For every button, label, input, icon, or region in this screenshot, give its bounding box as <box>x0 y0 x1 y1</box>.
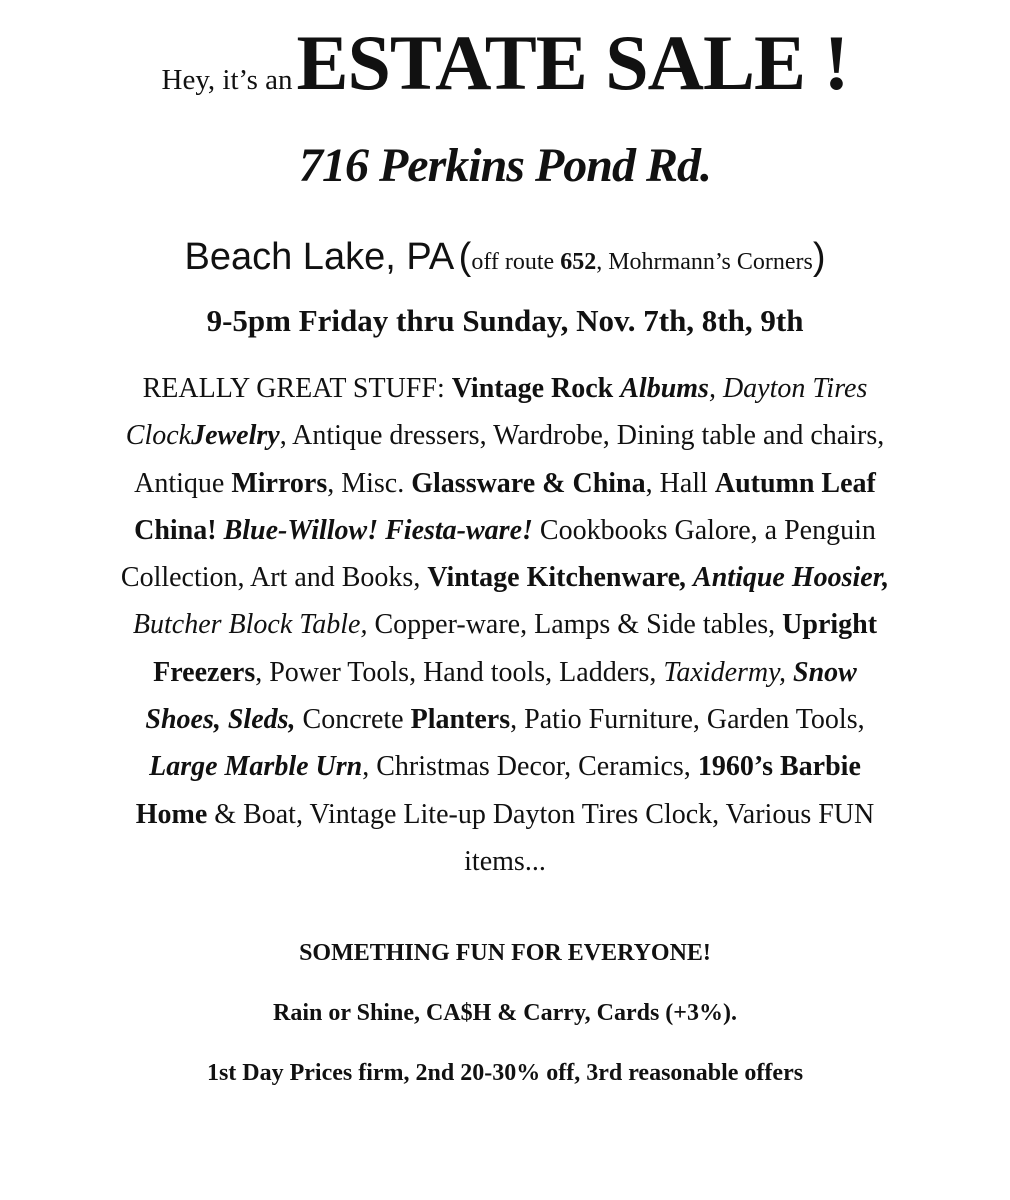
item-list <box>120 365 890 885</box>
location-route-number <box>560 249 596 275</box>
item-run: Copper-ware, Lamps & Side tables, <box>367 609 783 641</box>
location-route-prefix: off route <box>471 249 561 275</box>
sale-location <box>0 236 1010 279</box>
item-run: Concrete <box>295 704 411 736</box>
item-run: , Misc. <box>327 467 412 499</box>
item-run: Autumn Leaf China! <box>134 467 876 546</box>
route-number-bold: 652 <box>560 249 597 275</box>
item-run: Planters <box>410 704 511 736</box>
item-run: , Antique Hoosier, <box>680 562 890 594</box>
location-open-paren: ( <box>458 236 472 278</box>
item-run: Large Marble Urn <box>149 751 363 783</box>
item-run: , Hall <box>645 467 715 499</box>
item-run: Snow Shoes, Sleds, <box>145 656 857 736</box>
location-area: , Mohrmann’s Corners <box>596 249 813 275</box>
item-run: Jewelry <box>191 420 280 452</box>
item-run: Dayton Tires Clock <box>125 373 868 452</box>
item-run: Butcher Block Table, <box>132 609 368 641</box>
payment-terms: Rain or Shine, CA$H & Carry, Cards (+3%). <box>273 1000 737 1026</box>
item-run: Mirrors <box>231 467 328 499</box>
item-run: , Power Tools, Hand tools, Ladders, <box>255 656 664 688</box>
item-run: Upright Freezers <box>153 609 878 688</box>
headline <box>0 18 1010 108</box>
item-run: , Antique dressers, Wardrobe, Dining table and chairs, Antique <box>134 420 885 499</box>
item-run: Vintage Rock <box>451 373 621 404</box>
sale-hours: 9-5pm Friday thru Sunday, Nov. 7th, 8th, 9th <box>206 303 804 338</box>
pricing-terms: 1st Day Prices firm, 2nd 20-30% off, 3rd reasonable offers <box>206 1060 804 1086</box>
item-run: , Christmas Decor, Ceramics, <box>362 751 698 783</box>
item-run: & Boat, Vintage Lite-up Dayton Tires Clock, Various FUN items... <box>207 798 875 877</box>
item-run: Vintage Kitchenware <box>427 562 681 594</box>
item-run: , Patio Furniture, Garden Tools, <box>510 704 865 736</box>
headline-intro: Hey, it’s an <box>161 64 293 96</box>
headline-title: ESTATE SALE ! <box>296 19 849 106</box>
item-run: , <box>708 373 723 404</box>
tagline: SOMETHING FUN FOR EVERYONE! <box>299 940 711 966</box>
item-run: REALLY GREAT STUFF: <box>142 373 452 404</box>
sale-address: 716 Perkins Pond Rd. <box>298 139 712 192</box>
item-run: Blue-Willow! Fiesta-ware! <box>223 514 533 546</box>
item-run: Glassware & China <box>411 467 646 499</box>
location-city: Beach Lake, PA <box>184 236 455 278</box>
item-run: Taxidermy, <box>663 656 794 688</box>
item-run: Cookbooks Galore, a Penguin Collection, Art and Books, <box>120 514 876 594</box>
location-close-paren: ) <box>812 236 826 278</box>
item-run: Albums <box>620 373 709 404</box>
item-run: 1960’s Barbie Home <box>135 751 861 830</box>
